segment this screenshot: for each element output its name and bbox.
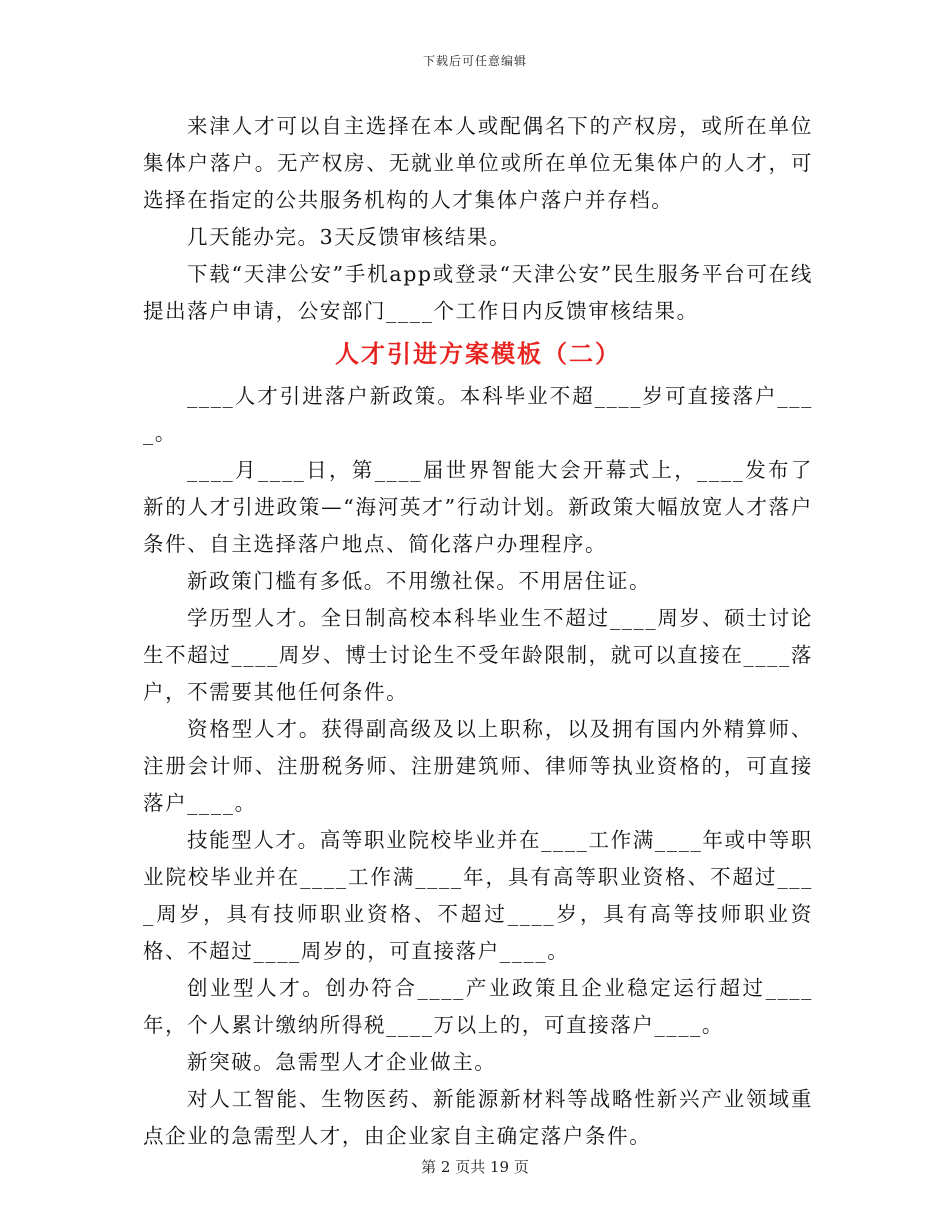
paragraph: 几天能办完。3天反馈审核结果。: [187, 225, 512, 249]
paragraph: 学历型人才。全日制高校本科毕业生不超过____周岁、硕士讨论生不超过____周岁、博士讨论生不受年龄限制，就可以直接在____落户，不需要其他任何条件。: [143, 606, 813, 704]
paragraph: 下载“天津公安”手机app或登录“天津公安”民生服务平台可在线提出落户申请，公安部门____个工作日内反馈审核结果。: [143, 262, 813, 323]
paragraph: ____人才引进落户新政策。本科毕业不超____岁可直接落户____。: [143, 384, 813, 445]
paragraph: 新突破。急需型人才企业做主。: [187, 1050, 497, 1074]
page-header: 下载后可任意编辑: [422, 54, 527, 68]
document-body: [143, 108, 813, 1155]
paragraph: ____月____日，第____届世界智能大会开幕式上，____发布了新的人才引进政策—“海河英才”行动计划。新政策大幅放宽人才落户条件、自主选择落户地点、简化落户办理程序。: [143, 458, 813, 556]
paragraph: 来津人才可以自主选择在本人或配偶名下的产权房，或所在单位集体户落户。无产权房、无就业单位或所在单位无集体户的人才，可选择在指定的公共服务机构的人才集体户落户并存档。: [143, 114, 813, 212]
paragraph: 对人工智能、生物医药、新能源新材料等战略性新兴产业领域重点企业的急需型人才，由企业家自主确定落户条件。: [143, 1087, 813, 1148]
paragraph: 新政策门槛有多低。不用缴社保。不用居住证。: [187, 569, 652, 593]
section-title: 人才引进方案模板（二）: [335, 340, 621, 368]
paragraph: 资格型人才。获得副高级及以上职称，以及拥有国内外精算师、注册会计师、注册税务师、注册建筑师、律师等执业资格的，可直接落户____。: [143, 717, 813, 815]
page-number: 第 2 页共 19 页: [421, 1158, 529, 1176]
paragraph: 技能型人才。高等职业院校毕业并在____工作满____年或中等职业院校毕业并在____工作满____年，具有高等职业资格、不超过____周岁，具有技师职业资格、不超过____岁，具有高等技师职业资格、不超过____周岁的，可直接落户____。: [143, 828, 813, 963]
paragraph: 创业型人才。创办符合____产业政策且企业稳定运行超过____年，个人累计缴纳所得税____万以上的，可直接落户____。: [143, 976, 813, 1037]
